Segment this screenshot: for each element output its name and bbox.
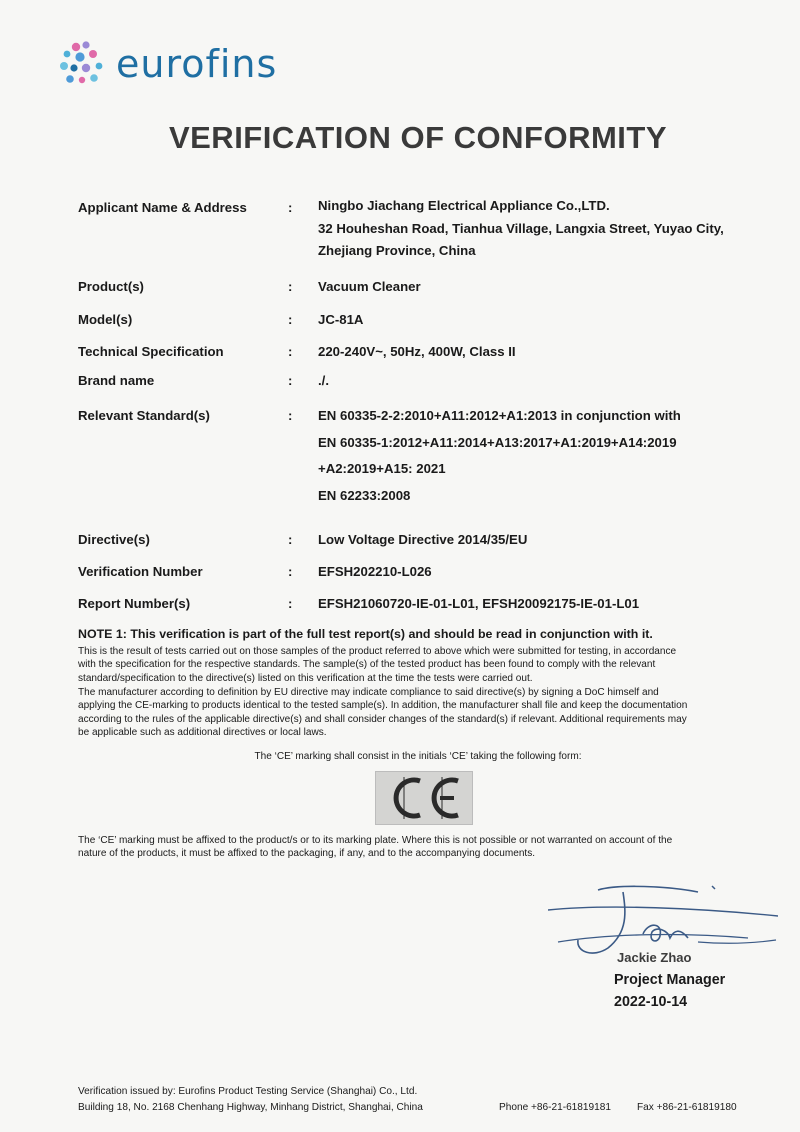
applicant-line: Zhejiang Province, China: [318, 243, 476, 258]
note-line: This is the result of tests carried out on those samples of the product referred to above which were submitted for testing, in accordance: [78, 646, 677, 657]
footer-phone: Phone +86-21-61819181: [499, 1102, 611, 1113]
field-label: Model(s): [78, 312, 133, 327]
applicant-line: Ningbo Jiachang Electrical Appliance Co.,LTD.: [318, 198, 610, 213]
report-numbers-value: EFSH21060720-IE-01-L01, EFSH20092175-IE-01-L01: [318, 596, 640, 611]
footer-address: Building 18, No. 2168 Chenhang Highway, Minhang District, Shanghai, China: [78, 1102, 423, 1113]
field-label: Product(s): [78, 279, 144, 294]
document-title: VERIFICATION OF CONFORMITY: [168, 120, 668, 155]
note-line: nature of the products, it must be affixed to the packaging, if any, and to the accompanying documents.: [78, 848, 536, 860]
field-colon: :: [288, 200, 293, 215]
note-line: with the specification for the respective standards. The sample(s) of the tested product has been found to comply with the relevant: [78, 659, 656, 671]
field-colon: :: [288, 373, 293, 388]
field-colon: :: [288, 564, 293, 579]
note-paragraph-2: [78, 686, 778, 740]
applicant-line: 32 Houheshan Road, Tianhua Village, Langxia Street, Yuyao City,: [318, 220, 724, 236]
field-colon: :: [288, 344, 293, 359]
field-colon: :: [288, 312, 293, 327]
brand-value: ./.: [318, 373, 329, 388]
eurofins-logo: [56, 38, 277, 90]
ce-mark: [375, 771, 473, 825]
field-colon: :: [288, 596, 293, 611]
field-label: Directive(s): [78, 532, 150, 547]
field-label: Technical Specification: [78, 344, 224, 359]
field-label: Verification Number: [78, 564, 203, 579]
standard-line: EN 60335-2-2:2010+A11:2012+A1:2013 in conjunction with: [318, 408, 681, 423]
standard-line: EN 60335-1:2012+A11:2014+A13:2017+A1:2019+A14:2019: [318, 434, 677, 450]
note-line: The ‘CE’ marking must be affixed to the product/s or to its marking plate. Where this is not possible or not warranted on account of the: [78, 835, 673, 846]
ce-caption: The ‘CE’ marking shall consist in the initials ‘CE’ taking the following form:: [254, 751, 582, 762]
note-heading: NOTE 1: This verification is part of the full test report(s) and should be read in conjunction with it.: [78, 627, 653, 641]
field-label: Relevant Standard(s): [78, 408, 210, 423]
directive-value: Low Voltage Directive 2014/35/EU: [318, 532, 528, 547]
note-line: according to the rules of the applicable directive(s) and shall consider changes of the standard(s) if relevant. Additional requirements may: [78, 713, 687, 725]
eurofins-dots-icon: [56, 38, 108, 90]
field-label: Report Number(s): [78, 596, 191, 611]
note-line: applying the CE-marking to products identical to the tested sample(s). In addition, the manufacturer shall file and keep the documentation: [78, 700, 688, 712]
signatory-name: Jackie Zhao: [617, 950, 692, 965]
note-line: The manufacturer according to definition by EU directive may indicate compliance to said directive(s) by signing a DoC himself and: [78, 687, 659, 698]
applicant-value: [318, 195, 788, 263]
footer-issued-by: Verification issued by: Eurofins Product Testing Service (Shanghai) Co., Ltd.: [78, 1086, 418, 1097]
note-line: standard/specification to the directive(s) listed on this verification at the time the tests were carried out.: [78, 672, 533, 684]
signature-date: 2022-10-14: [614, 994, 688, 1010]
field-colon: :: [288, 279, 293, 294]
field-label: Applicant Name & Address: [78, 200, 247, 215]
standards-value: [318, 403, 788, 509]
standard-line: +A2:2019+A15: 2021: [318, 461, 446, 476]
model-value: JC-81A: [318, 312, 364, 327]
logo-wordmark: eurofins: [116, 42, 278, 86]
product-value: Vacuum Cleaner: [318, 279, 421, 294]
footer-fax: Fax +86-21-61819180: [637, 1102, 737, 1113]
note-line: be applicable such as additional directives or local laws.: [78, 727, 327, 739]
tech-spec-value: 220-240V~, 50Hz, 400W, Class II: [318, 344, 516, 359]
signatory-title: Project Manager: [614, 972, 726, 988]
verification-number-value: EFSH202210-L026: [318, 564, 432, 579]
field-colon: :: [288, 532, 293, 547]
standard-line: EN 62233:2008: [318, 487, 411, 503]
ce-mark-icon: [384, 775, 464, 821]
note-paragraph-1: [78, 645, 778, 685]
field-colon: :: [288, 408, 293, 423]
note-paragraph-3: [78, 834, 778, 861]
field-label: Brand name: [78, 373, 155, 388]
